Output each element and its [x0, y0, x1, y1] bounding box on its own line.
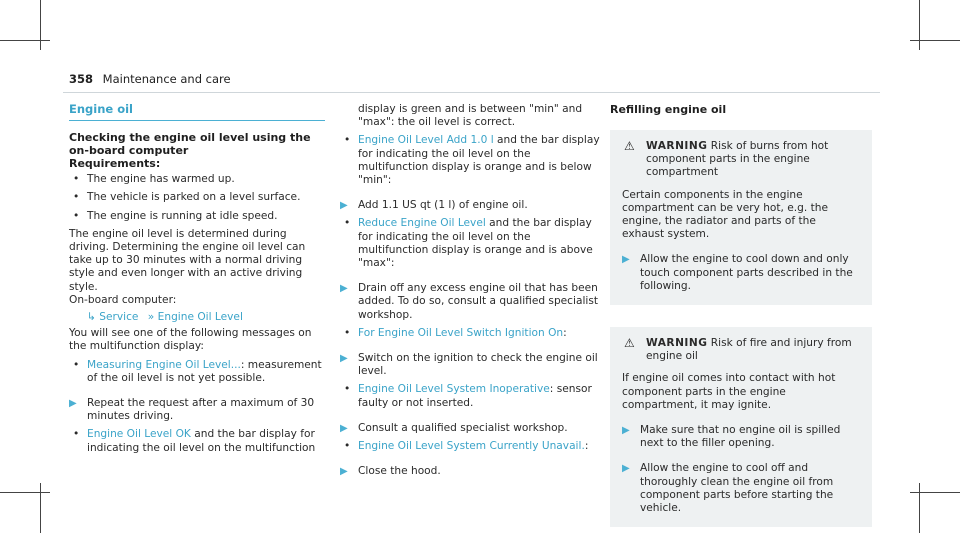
list-item: • The engine is running at idle speed.	[73, 209, 278, 222]
crop-mark	[910, 492, 960, 493]
warning-box-burns	[610, 130, 872, 305]
list-item: • Engine Oil Level OK and the bar display for indicating the oil level on the multifunction	[73, 428, 316, 454]
list-item: • For Engine Oil Level Switch Ignition On:	[344, 326, 567, 339]
list-item: • Reduce Engine Oil Level and the bar display for indicating the oil level on the multifunction display is orange and is above "max":	[344, 217, 593, 270]
path-service: Service	[99, 311, 139, 324]
engine-oil-heading: Engine oil	[69, 103, 325, 121]
step-arrow-icon: ▶	[340, 283, 348, 295]
step-arrow-icon: ▶	[340, 353, 348, 365]
step-item: ▶ Make sure that no engine oil is spilled next to the filler opening.	[622, 424, 841, 450]
step-arrow-icon: ▶	[340, 200, 348, 212]
crop-mark	[0, 40, 50, 41]
oil-level-paragraph: The engine oil level is determined during driving. Determining the engine oil level can take up to 30 minutes with a normal driving style and even longer with an active driving style.	[69, 227, 306, 293]
menu-path	[69, 311, 325, 324]
crop-mark	[919, 483, 920, 533]
crop-mark	[0, 492, 50, 493]
path-arrow-icon: ↳	[87, 311, 96, 324]
path-engine-oil-level: Engine Oil Level	[157, 311, 243, 324]
refill-heading: Refilling engine oil	[610, 103, 727, 116]
step-arrow-icon: ▶	[622, 254, 630, 266]
warning-triangle-icon: ⚠	[624, 139, 635, 153]
list-item: • Engine Oil Level Add 1.0 l and the bar display for indicating the oil level on the multifunction display is orange and is below "min":	[344, 134, 600, 187]
onboard-label: On-board computer:	[69, 293, 177, 306]
step-item: ▶ Allow the engine to cool down and only touch component parts described in the following.	[622, 253, 853, 292]
column-2	[340, 103, 602, 478]
page-number: 358	[69, 72, 94, 86]
step-item: ▶ Consult a qualified specialist workshop.	[340, 421, 568, 434]
column-3	[610, 103, 872, 527]
section-title: Maintenance and care	[102, 72, 231, 86]
warning-heading: ⚠ WARNING Risk of fire and injury from engine oil	[624, 336, 852, 363]
step-item: ▶ Add 1.1 US qt (1 l) of engine oil.	[340, 199, 528, 212]
step-arrow-icon: ▶	[340, 422, 348, 434]
list-item: • The vehicle is parked on a level surface.	[73, 191, 301, 204]
step-arrow-icon: ▶	[69, 398, 77, 410]
continued-paragraph: display is green and is between "min" and "max": the oil level is correct.	[358, 103, 583, 129]
warning-text: If engine oil comes into contact with hot component parts in the engine compartment, it may ignite.	[622, 372, 836, 411]
warning-heading: ⚠ WARNING Risk of burns from hot component parts in the engine compartment	[624, 139, 829, 179]
messages-intro: You will see one of the following messages on the multifunction display:	[69, 327, 312, 353]
warning-text: Certain components in the engine compartment can be very hot, e.g. the engine, the radiator and parts of the exhaust system.	[622, 188, 829, 241]
list-item: • Engine Oil Level System Currently Unavail.:	[344, 440, 589, 453]
step-item: ▶ Drain off any excess engine oil that has been added. To do so, consult a qualified specialist workshop.	[340, 282, 599, 321]
column-1	[69, 103, 325, 455]
crop-mark	[40, 483, 41, 533]
requirements-label: Requirements:	[69, 157, 161, 171]
crop-mark	[40, 0, 41, 50]
page-header	[69, 72, 231, 86]
step-arrow-icon: ▶	[340, 466, 348, 478]
crop-mark	[919, 0, 920, 50]
warning-triangle-icon: ⚠	[624, 336, 635, 351]
list-item: • The engine has warmed up.	[73, 173, 235, 186]
crop-mark	[910, 40, 960, 41]
list-item: • Engine Oil Level System Inoperative: sensor faulty or not inserted.	[344, 383, 592, 409]
step-item: ▶ Close the hood.	[340, 465, 441, 478]
warning-box-fire	[610, 327, 872, 527]
header-divider	[63, 92, 880, 93]
step-item: ▶ Switch on the ignition to check the engine oil level.	[340, 352, 598, 378]
list-item: • Measuring Engine Oil Level...: measurement of the oil level is not yet possible.	[73, 358, 322, 384]
step-item: ▶ Allow the engine to cool off and thoroughly clean the engine oil from component parts before starting the vehicle.	[622, 462, 834, 515]
step-arrow-icon: ▶	[622, 425, 630, 437]
step-arrow-icon: ▶	[622, 463, 630, 475]
path-chevron-icon: »	[147, 311, 155, 324]
check-heading: Checking the engine oil level using the on-board computer	[69, 131, 311, 158]
step-item: ▶ Repeat the request after a maximum of 30 minutes driving.	[69, 397, 315, 423]
